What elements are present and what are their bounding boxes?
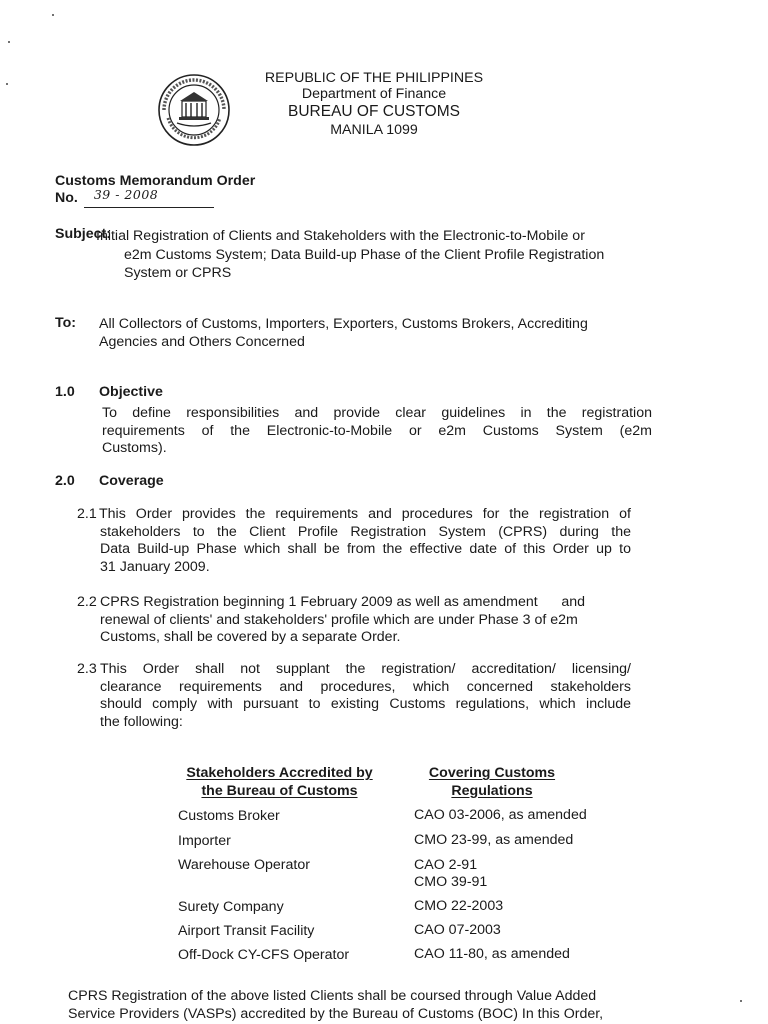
footer-line: CPRS Registration of the above listed Clients shall be coursed through Value Added bbox=[68, 988, 597, 1004]
table-header-line: the Bureau of Customs bbox=[201, 782, 358, 799]
to-text bbox=[99, 316, 659, 351]
table-header-line: Stakeholders Accredited by bbox=[186, 765, 373, 781]
section-title-coverage: Coverage bbox=[99, 473, 164, 489]
memo-number-row bbox=[55, 186, 214, 208]
table-cell-regulation: CAO 03-2006, as amended bbox=[414, 807, 587, 823]
coverage-item-2-2 bbox=[77, 594, 631, 647]
table-cell-regulation: CMO 22-2003 bbox=[414, 898, 504, 914]
section-number-objective: 1.0 bbox=[55, 384, 75, 400]
table-header-stakeholders bbox=[177, 765, 382, 800]
memo-number-label: No. bbox=[55, 190, 78, 206]
header-city: MANILA 1099 bbox=[330, 122, 418, 138]
table-cell-stakeholder: Surety Company bbox=[178, 899, 284, 915]
table-cell-stakeholder: Off-Dock CY-CFS Operator bbox=[178, 947, 350, 963]
coverage-item-text bbox=[77, 506, 631, 576]
table-cell-regulation: CAO 2-91 bbox=[414, 857, 478, 873]
table-cell-regulation: CMO 39-91 bbox=[414, 874, 488, 890]
to-label: To: bbox=[55, 315, 77, 331]
objective-text bbox=[102, 405, 652, 458]
scan-speck bbox=[52, 14, 54, 16]
objective-line: requirements of the Electronic-to-Mobile or e2m Customs System (e2m bbox=[102, 422, 652, 439]
coverage-item-text bbox=[77, 661, 631, 731]
table-cell-stakeholder: Warehouse Operator bbox=[178, 857, 310, 873]
section-title-objective: Objective bbox=[99, 384, 163, 400]
coverage-line: renewal of clients' and stakeholders' profile which are under Phase 3 of e2m bbox=[100, 611, 578, 628]
section-number-coverage: 2.0 bbox=[55, 473, 75, 489]
coverage-item-2-1 bbox=[77, 506, 631, 576]
subject-line: System or CPRS bbox=[124, 265, 232, 282]
to-line: All Collectors of Customs, Importers, Exporters, Customs Brokers, Accrediting bbox=[99, 316, 588, 332]
table-cell-stakeholder: Importer bbox=[178, 833, 231, 849]
memo-number-underline bbox=[84, 186, 214, 208]
subject-line: Initial Registration of Clients and Stakeholders with the Electronic-to-Mobile or bbox=[96, 228, 585, 244]
footer-line: Service Providers (VASPs) accredited by the Bureau of Customs (BOC) In this Order, bbox=[68, 1005, 604, 1022]
bureau-of-customs-seal bbox=[157, 73, 231, 147]
footer-paragraph bbox=[68, 988, 768, 1023]
coverage-line: the following: bbox=[100, 713, 183, 730]
coverage-item-number: 2.1 bbox=[77, 506, 97, 522]
table-cell-regulation: CMO 23-99, as amended bbox=[414, 832, 574, 848]
coverage-line: clearance requirements and procedures, which concerned stakeholders bbox=[100, 678, 631, 695]
coverage-line: This Order shall not supplant the registration/ accreditation/ licensing/ bbox=[100, 661, 631, 677]
coverage-line: Data Build-up Phase which shall be from the effective date of this Order up to bbox=[100, 541, 631, 558]
coverage-line: should comply with pursuant to existing Customs regulations, which include bbox=[100, 696, 631, 713]
header-bureau: BUREAU OF CUSTOMS bbox=[288, 103, 460, 120]
scan-speck bbox=[8, 41, 10, 43]
table-cell-stakeholder: Airport Transit Facility bbox=[178, 923, 315, 939]
memo-title: Customs Memorandum Order bbox=[55, 173, 256, 189]
subject-line: e2m Customs System; Data Build-up Phase of the Client Profile Registration bbox=[124, 246, 605, 263]
coverage-item-number: 2.3 bbox=[77, 661, 97, 677]
subject-text bbox=[96, 228, 654, 283]
coverage-item-text bbox=[77, 594, 631, 647]
coverage-line: CPRS Registration beginning 1 February 2009 as well as amendment and bbox=[100, 594, 586, 610]
subject-label: Subject: bbox=[55, 226, 111, 242]
table-cell-regulation: CAO 07-2003 bbox=[414, 922, 501, 938]
scan-speck bbox=[6, 83, 8, 85]
table-cell-regulation: CAO 11-80, as amended bbox=[414, 946, 570, 962]
objective-line: Customs). bbox=[102, 440, 167, 457]
table-cell-stakeholder: Customs Broker bbox=[178, 808, 280, 824]
header-department: Department of Finance bbox=[301, 86, 447, 102]
table-header-regulations bbox=[412, 765, 572, 800]
coverage-line: Customs, shall be covered by a separate Order. bbox=[100, 629, 401, 646]
coverage-line: 31 January 2009. bbox=[100, 558, 210, 575]
coverage-line: This Order provides the requirements and procedures for the registration of bbox=[99, 506, 631, 522]
table-header-line: Regulations bbox=[451, 782, 533, 799]
objective-line: To define responsibilities and provide clear guidelines in the registration bbox=[102, 405, 652, 421]
coverage-item-number: 2.2 bbox=[77, 594, 97, 610]
table-header-line: Covering Customs bbox=[428, 765, 556, 781]
coverage-item-2-3 bbox=[77, 661, 631, 731]
memo-number-handwritten: 39 - 2008 bbox=[93, 186, 159, 202]
to-line: Agencies and Others Concerned bbox=[99, 333, 305, 350]
coverage-line: stakeholders to the Client Profile Registration System (CPRS) during the bbox=[100, 523, 631, 540]
header-republic: REPUBLIC OF THE PHILIPPINES bbox=[264, 70, 484, 86]
